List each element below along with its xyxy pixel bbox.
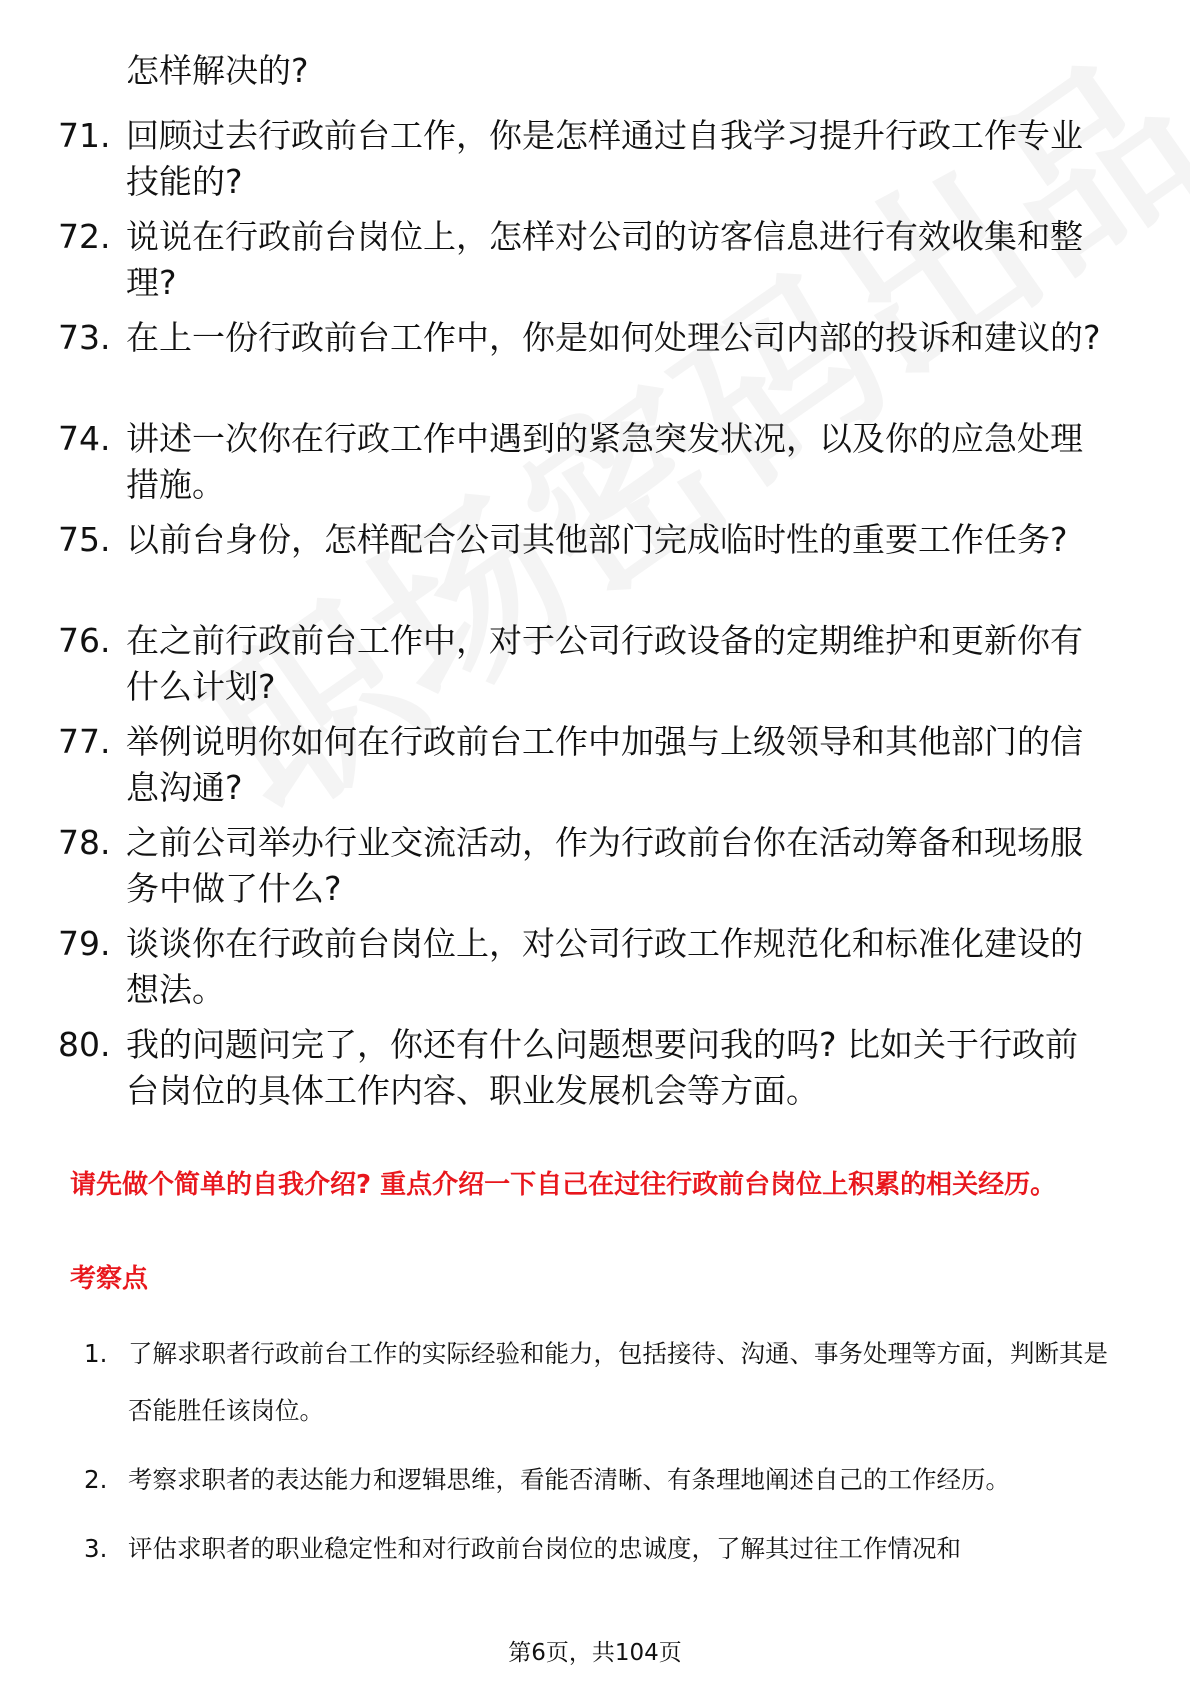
question-text: 我的问题问完了，你还有什么问题想要问我的吗? 比如关于行政前台岗位的具体工作内容、职业发展机会等方面。 — [126, 1025, 1079, 1110]
list-item — [58, 517, 1118, 618]
question-text: 谈谈你在行政前台岗位上，对公司行政工作规范化和标准化建设的想法。 — [126, 924, 1083, 1009]
points-list — [84, 1325, 1120, 1589]
question-number: 73. — [58, 318, 111, 357]
list-item — [58, 921, 1118, 1022]
list-item — [58, 618, 1118, 719]
question-text: 回顾过去行政前台工作，你是怎样通过自我学习提升行政工作专业技能的? — [126, 116, 1083, 201]
list-item — [58, 214, 1118, 315]
list-item — [58, 416, 1118, 517]
list-item — [84, 1520, 1120, 1577]
question-number: 77. — [58, 722, 111, 761]
highlight-question: 请先做个简单的自我介绍? 重点介绍一下自己在过往行政前台岗位上积累的相关经历。 — [70, 1170, 1057, 1200]
question-number: 79. — [58, 924, 111, 963]
point-number: 2. — [84, 1465, 108, 1494]
question-number: 76. — [58, 621, 111, 660]
question-number: 75. — [58, 520, 111, 559]
continuation-line: 怎样解决的? — [126, 51, 309, 90]
list-item — [58, 820, 1118, 921]
list-item — [58, 315, 1118, 416]
point-text: 考察求职者的表达能力和逻辑思维，看能否清晰、有条理地阐述自己的工作经历。 — [128, 1465, 1010, 1494]
question-text: 在之前行政前台工作中，对于公司行政设备的定期维护和更新你有什么计划? — [126, 621, 1083, 706]
question-text: 以前台身份，怎样配合公司其他部门完成临时性的重要工作任务? — [126, 520, 1068, 559]
list-item — [84, 1451, 1120, 1508]
question-text: 举例说明你如何在行政前台工作中加强与上级领导和其他部门的信息沟通? — [126, 722, 1083, 807]
question-number: 74. — [58, 419, 111, 458]
question-text: 在上一份行政前台工作中，你是如何处理公司内部的投诉和建议的? — [126, 318, 1101, 357]
question-number: 78. — [58, 823, 111, 862]
question-number: 71. — [58, 116, 111, 155]
list-item — [84, 1325, 1120, 1439]
list-item — [58, 113, 1118, 214]
question-list — [58, 113, 1118, 1123]
list-item — [58, 719, 1118, 820]
point-text: 评估求职者的职业稳定性和对行政前台岗位的忠诚度，了解其过往工作情况和 — [128, 1534, 961, 1563]
page-footer: 第6页，共104页 — [508, 1640, 682, 1666]
question-number: 80. — [58, 1025, 111, 1064]
section-heading: 考察点 — [70, 1264, 149, 1294]
question-number: 72. — [58, 217, 111, 256]
point-number: 1. — [84, 1339, 108, 1368]
point-number: 3. — [84, 1534, 108, 1563]
question-text: 说说在行政前台岗位上，怎样对公司的访客信息进行有效收集和整理? — [126, 217, 1083, 302]
point-text: 了解求职者行政前台工作的实际经验和能力，包括接待、沟通、事务处理等方面，判断其是否能胜任该岗位。 — [128, 1339, 1108, 1425]
question-text: 之前公司举办行业交流活动，作为行政前台你在活动筹备和现场服务中做了什么? — [126, 823, 1083, 908]
list-item — [58, 1022, 1118, 1123]
question-text: 讲述一次你在行政工作中遇到的紧急突发状况，以及你的应急处理措施。 — [126, 419, 1083, 504]
